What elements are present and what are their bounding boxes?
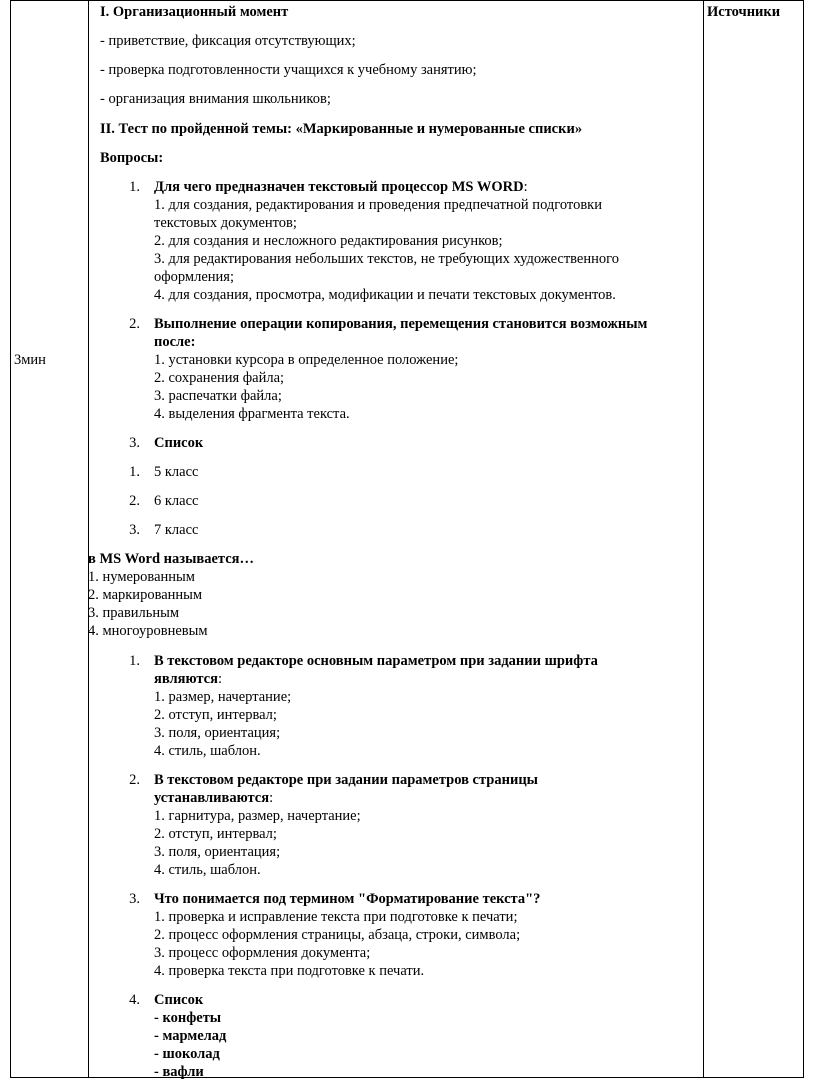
list-item: 7 класс bbox=[154, 522, 199, 538]
section-title-organization: I. Организационный момент bbox=[100, 4, 289, 20]
answer-line: 3. распечатки файла; bbox=[154, 388, 282, 404]
list-number: 3. bbox=[129, 522, 140, 538]
list-item: - шоколад bbox=[154, 1046, 220, 1062]
list-item: - мармелад bbox=[154, 1028, 227, 1044]
question-7 bbox=[154, 991, 700, 1081]
list-number: 2. bbox=[129, 493, 140, 509]
list-number: 1. bbox=[129, 653, 140, 669]
answer-line: 1. размер, начертание; bbox=[154, 689, 292, 705]
answer-line: 3. правильным bbox=[88, 605, 180, 621]
question-text: В текстовом редакторе при задании параметров страницы bbox=[154, 772, 538, 788]
answer-line: 4. проверка текста при подготовке к печати. bbox=[154, 963, 425, 979]
answer-line: 2. маркированным bbox=[88, 587, 203, 603]
answer-line: 2. процесс оформления страницы, абзаца, строки, символа; bbox=[154, 927, 521, 943]
table-border-top bbox=[10, 0, 804, 1]
answer-line: 1. установки курсора в определенное положение; bbox=[154, 352, 459, 368]
answer-line: 3. процесс оформления документа; bbox=[154, 945, 371, 961]
answer-line: 2. отступ, интервал; bbox=[154, 826, 277, 842]
question-text: устанавливаются bbox=[154, 790, 270, 806]
list-number: 2. bbox=[129, 772, 140, 788]
question-text: в MS Word называется… bbox=[88, 551, 254, 567]
question-text: Список bbox=[154, 992, 204, 1008]
answer-line: 4. выделения фрагмента текста. bbox=[154, 406, 350, 422]
answer-line: 1. для создания, редактирования и проведения предпечатной подготовки bbox=[154, 197, 602, 213]
list-number: 4. bbox=[129, 992, 140, 1008]
list-item: - вафли bbox=[154, 1064, 204, 1080]
questions-label: Вопросы: bbox=[100, 150, 164, 166]
list-item: 5 класс bbox=[154, 464, 199, 480]
answer-line: 3. поля, ориентация; bbox=[154, 725, 281, 741]
question-punct: : bbox=[217, 671, 222, 687]
list-number: 1. bbox=[129, 464, 140, 480]
answer-line: 2. отступ, интервал; bbox=[154, 707, 277, 723]
question-6 bbox=[154, 890, 700, 980]
question-text: Выполнение операции копирования, перемещения становится возможным bbox=[154, 316, 648, 332]
table-border-left bbox=[10, 0, 11, 1078]
question-text: В текстовом редакторе основным параметром при задании шрифта bbox=[154, 653, 598, 669]
list-number: 3. bbox=[129, 891, 140, 907]
question-text: являются bbox=[154, 671, 218, 687]
org-line: - приветствие, фиксация отсутствующих; bbox=[100, 33, 356, 49]
question-2 bbox=[154, 315, 700, 423]
section-title-test: II. Тест по пройденной темы: «Маркированные и нумерованные списки» bbox=[100, 121, 583, 137]
answer-line: 4. многоуровневым bbox=[88, 623, 208, 639]
answer-line: 3. поля, ориентация; bbox=[154, 844, 281, 860]
column-divider-sources bbox=[703, 0, 704, 1078]
table-border-right bbox=[803, 0, 804, 1078]
question-3-continuation bbox=[88, 550, 254, 640]
column-divider-time bbox=[88, 0, 89, 1078]
question-5 bbox=[154, 771, 700, 879]
answer-line: 4. для создания, просмотра, модификации и печати текстовых документов. bbox=[154, 287, 616, 303]
answer-line: 4. стиль, шаблон. bbox=[154, 743, 261, 759]
answer-line: 4. стиль, шаблон. bbox=[154, 862, 261, 878]
question-punct: : bbox=[269, 790, 274, 806]
question-text: после: bbox=[154, 334, 196, 350]
time-cell: 3мин bbox=[14, 352, 46, 368]
answer-line: 2. сохранения файла; bbox=[154, 370, 285, 386]
answer-line: 1. проверка и исправление текста при подготовке к печати; bbox=[154, 909, 518, 925]
question-3: Список bbox=[154, 435, 204, 451]
list-number: 2. bbox=[129, 316, 140, 332]
sources-header: Источники bbox=[707, 4, 781, 20]
list-number: 1. bbox=[129, 179, 140, 195]
answer-line: 1. гарнитура, размер, начертание; bbox=[154, 808, 361, 824]
answer-line: текстовых документов; bbox=[154, 215, 297, 231]
question-1 bbox=[154, 178, 700, 304]
question-punct: : bbox=[523, 179, 528, 195]
answer-line: оформления; bbox=[154, 269, 234, 285]
org-line: - проверка подготовленности учащихся к учебному занятию; bbox=[100, 62, 477, 78]
answer-line: 1. нумерованным bbox=[88, 569, 195, 585]
answer-line: 2. для создания и несложного редактирования рисунков; bbox=[154, 233, 503, 249]
list-number: 3. bbox=[129, 435, 140, 451]
question-4 bbox=[154, 652, 700, 760]
list-item: 6 класс bbox=[154, 493, 199, 509]
org-line: - организация внимания школьников; bbox=[100, 91, 331, 107]
question-text: Что понимается под термином "Форматирование текста"? bbox=[154, 891, 541, 907]
question-text: Для чего предназначен текстовый процессор MS WORD bbox=[154, 179, 524, 195]
answer-line: 3. для редактирования небольших текстов, не требующих художественного bbox=[154, 251, 619, 267]
list-item: - конфеты bbox=[154, 1010, 222, 1026]
